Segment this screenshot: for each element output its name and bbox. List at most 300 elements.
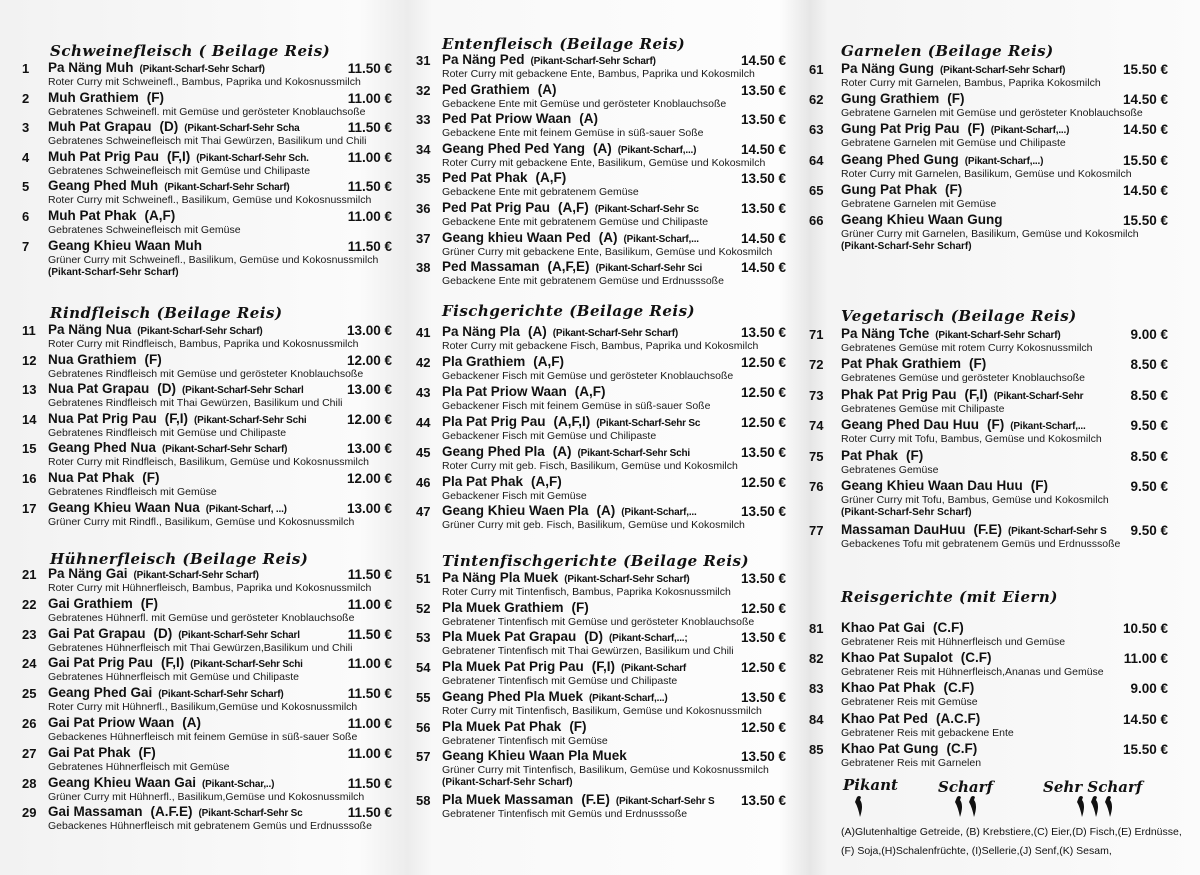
item-allergen-codes: (A,F,I) xyxy=(553,413,591,429)
item-spice-level: (Pikant-Scharf-Sehr Scharf) xyxy=(139,64,265,75)
item-allergen-codes: (A) xyxy=(579,111,599,127)
item-price: 13.00 € xyxy=(346,323,392,338)
item-name xyxy=(48,775,274,790)
item-title: Geang Phed Muh xyxy=(48,178,159,194)
item-number: 32 xyxy=(416,82,431,98)
menu-item xyxy=(805,387,1200,417)
item-allergen-codes: (A) xyxy=(596,503,616,519)
menu-item xyxy=(805,448,1200,478)
menu-item xyxy=(0,119,410,149)
item-number: 72 xyxy=(809,357,824,373)
chili-icon-pikant xyxy=(849,795,869,819)
item-spice-level: (Pikant-Scharf-Sehr Scharf) xyxy=(164,182,290,194)
item-number: 84 xyxy=(809,711,824,727)
item-name xyxy=(442,719,587,734)
item-price: 8.50 € xyxy=(1130,357,1168,373)
item-name xyxy=(48,626,300,641)
menu-panel-left xyxy=(0,0,410,875)
item-title: Pla Muek Pat Grapau xyxy=(442,629,577,645)
item-allergen-codes: (D) xyxy=(157,381,177,397)
menu-panel-middle xyxy=(412,0,802,875)
item-title: Gai Pat Priow Waan xyxy=(48,715,175,730)
item-description: Gebratenes Rindfleisch mit Thai Gewürzen, Basilikum und Chili xyxy=(48,397,343,410)
item-name xyxy=(841,91,965,106)
item-description: Gebratenes Hühnerfl. mit Gemüse und gerösteter Knoblauchsoße xyxy=(48,611,355,624)
item-spice-level: (Pikant-Scharf xyxy=(621,663,687,675)
item-price: 15.50 € xyxy=(1122,213,1168,228)
item-allergen-codes: (F) xyxy=(571,599,589,615)
item-title: Geang Khieu Waen Pla xyxy=(442,503,589,519)
menu-item xyxy=(412,719,802,749)
item-name xyxy=(841,680,974,695)
item-name xyxy=(442,600,589,615)
item-allergen-codes: (F) xyxy=(138,744,156,760)
item-allergen-codes: (A.C.F) xyxy=(936,710,981,726)
item-number: 24 xyxy=(22,656,37,672)
item-name xyxy=(48,352,162,367)
item-price: 12.50 € xyxy=(740,719,786,735)
item-description: Grüner Curry mit Hühnerfl., Basilikum,Gemüse und Kokosnussmilch xyxy=(48,790,365,803)
item-description: Roter Curry mit gebackene Ente, Bambus, Paprika und Kokosmilch xyxy=(442,68,755,80)
item-price: 14.50 € xyxy=(1122,182,1168,198)
item-allergen-codes: (F) xyxy=(947,91,965,107)
item-name xyxy=(442,200,699,215)
menu-item xyxy=(412,629,802,659)
item-title: Ped Pat Priow Waan xyxy=(442,111,572,127)
item-number: 4 xyxy=(22,149,30,165)
item-description: Roter Curry mit Rindfleisch, Basilikum, Gemüse und Kokosnussmilch xyxy=(48,456,369,469)
item-number: 1 xyxy=(22,61,30,76)
item-name xyxy=(442,52,656,67)
menu-item xyxy=(0,775,410,805)
menu-item xyxy=(805,152,1200,182)
item-price: 11.00 € xyxy=(347,716,392,731)
item-allergen-codes: (A) xyxy=(182,715,202,730)
menu-item xyxy=(412,659,802,689)
item-description: Roter Curry mit gebackene Ente, Basilikum, Gemüse und Kokosmilch xyxy=(442,156,766,169)
menu-item xyxy=(805,326,1200,356)
item-name xyxy=(442,141,696,156)
item-price: 12.00 € xyxy=(346,471,392,486)
item-number: 15 xyxy=(22,441,37,457)
item-allergen-codes: (C.F) xyxy=(943,680,975,696)
menu-item xyxy=(412,748,802,789)
item-name xyxy=(442,474,562,489)
item-number: 45 xyxy=(416,444,431,460)
item-number: 6 xyxy=(22,209,30,224)
item-name xyxy=(442,748,627,763)
item-name xyxy=(841,650,992,665)
item-name xyxy=(48,238,202,253)
menu-item xyxy=(412,141,802,171)
item-number: 63 xyxy=(809,122,824,138)
item-title: Geang Phed Ped Yang xyxy=(442,140,586,156)
menu-item xyxy=(0,440,410,470)
item-price: 9.00 € xyxy=(1130,327,1168,342)
item-title: Pa Näng Pla xyxy=(442,324,521,339)
item-price: 13.50 € xyxy=(740,792,786,808)
item-title: Pla Muek Pat Prig Pau xyxy=(442,659,584,675)
item-description: Roter Curry mit Tintenfisch, Bambus, Paprika Kokosnussmilch xyxy=(442,586,731,598)
menu-item xyxy=(0,626,410,656)
item-name xyxy=(48,90,164,105)
menu-item xyxy=(0,804,410,834)
menu-item xyxy=(412,82,802,112)
item-description: Grüner Curry mit Garnelen, Basilikum, Gemüse und Kokosmilch xyxy=(841,228,1139,240)
menu-item xyxy=(412,792,802,822)
item-name xyxy=(48,208,175,223)
item-description: Gebackene Ente mit gebratenem Gemüse und Chilipaste xyxy=(442,216,709,228)
item-title: Ped Massaman xyxy=(442,259,540,275)
item-name xyxy=(48,470,160,485)
item-title: Geang Phed Pla Muek xyxy=(442,688,584,704)
item-price: 11.50 € xyxy=(347,626,392,642)
item-description: Gebratener Reis mit Garnelen xyxy=(841,756,982,769)
item-name xyxy=(442,170,566,185)
item-number: 21 xyxy=(22,567,37,582)
item-name xyxy=(841,387,1083,402)
item-name xyxy=(48,60,265,75)
item-price: 12.00 € xyxy=(346,352,392,368)
item-number: 11 xyxy=(22,323,36,338)
item-description: Gebratener Tintenfisch mit Gemüs und Erdnusssoße xyxy=(442,807,688,820)
item-price: 11.00 € xyxy=(347,209,392,224)
item-spice-level: (Pikant-Scharf,... xyxy=(621,507,697,519)
item-description: Gebratenes Schweinefl. mit Gemüse und gerösteter Knoblauchsoße xyxy=(48,105,366,118)
item-price: 11.00 € xyxy=(347,596,392,612)
item-number: 36 xyxy=(416,201,431,216)
item-allergen-codes: (A) xyxy=(528,324,547,339)
item-price: 13.50 € xyxy=(740,749,786,765)
item-name xyxy=(841,121,1069,136)
item-title: Nua Pat Grapau xyxy=(48,381,150,397)
item-spice-level: (Pikant-Scharf-Sehr Scharf) xyxy=(162,444,288,456)
item-number: 85 xyxy=(809,741,824,757)
item-spice-level: (Pikant-Scharf,...) xyxy=(617,144,697,156)
item-allergen-codes: (A,F) xyxy=(574,383,606,399)
item-price: 11.50 € xyxy=(347,120,392,136)
item-title: Geang Khieu Waan Gai xyxy=(48,774,197,790)
item-description: Gebratener Reis mit Hühnerfleisch,Ananas und Gemüse xyxy=(841,666,1104,679)
item-title: Gai Pat Prig Pau xyxy=(48,655,154,671)
menu-item xyxy=(805,417,1200,447)
item-number: 83 xyxy=(809,681,824,697)
menu-panel-right xyxy=(805,0,1200,875)
menu-item xyxy=(412,324,802,354)
item-description: Roter Curry mit Schweinefl., Bambus, Paprika und Kokosnussmilch xyxy=(48,76,361,88)
item-price: 8.50 € xyxy=(1130,387,1168,403)
item-price: 9.50 € xyxy=(1130,523,1168,539)
item-number: 3 xyxy=(22,120,30,136)
section-title: Entenfleisch (Beilage Reis) xyxy=(442,35,686,53)
item-name xyxy=(442,384,606,399)
item-description: Roter Curry mit Hühnerfleisch, Bambus, Paprika und Kokosnussmilch xyxy=(48,582,372,594)
item-name xyxy=(442,503,697,518)
item-description: Gebratener Tintenfisch mit Gemüse xyxy=(442,734,608,747)
item-spice-level: (Pikant-Scharf-Sehr Scharf) xyxy=(133,570,259,581)
item-description: Gebratenes Rindfleisch mit Gemüse xyxy=(48,486,217,498)
item-description: Gebratener Reis mit Hühnerfleisch und Gemüse xyxy=(841,636,1066,648)
item-price: 13.00 € xyxy=(346,500,392,516)
item-description: Gebackener Fisch mit Gemüse und gerösteter Knoblauchsoße xyxy=(442,369,734,382)
item-price: 13.50 € xyxy=(740,201,786,216)
menu-item xyxy=(805,121,1200,151)
legend-scharf: Scharf xyxy=(938,778,993,796)
item-title: Ped Pat Prig Pau xyxy=(442,200,551,215)
item-spice-level: (Pikant-Scharf,...) xyxy=(589,692,668,704)
item-title: Gai Pat Grapau xyxy=(48,625,146,641)
item-name xyxy=(442,82,557,97)
item-spice-level: (Pikant-Schar,..) xyxy=(202,778,275,790)
item-allergen-codes: (F) xyxy=(967,121,985,137)
menu-item xyxy=(0,208,410,238)
item-spice-level: (Pikant-Scharf-Sehr Scharf) xyxy=(530,56,656,67)
item-description: Gebratenes Schweinefleisch mit Gemüse xyxy=(48,224,241,236)
item-description: Gebratenes Hühnerfleisch mit Thai Gewürzen,Basilikum und Chili xyxy=(48,641,353,654)
item-spice-level: (Pikant-Scharf-Sehr Scha xyxy=(184,123,300,135)
item-price: 11.00 € xyxy=(1123,651,1168,667)
menu-item xyxy=(0,90,410,120)
item-number: 14 xyxy=(22,411,37,427)
item-description: Gebratene Garnelen mit Gemüse xyxy=(841,197,997,210)
item-title: Khao Pat Supalot xyxy=(841,650,953,666)
item-allergen-codes: (F) xyxy=(945,181,963,197)
item-number: 53 xyxy=(416,630,431,646)
item-price: 14.50 € xyxy=(1122,711,1168,727)
item-allergen-codes: (D) xyxy=(159,119,179,135)
item-number: 25 xyxy=(22,686,37,702)
item-number: 76 xyxy=(809,479,824,494)
menu-item xyxy=(0,149,410,179)
item-price: 15.50 € xyxy=(1122,152,1168,168)
item-allergen-codes: (F) xyxy=(140,595,159,611)
item-spice-level: (Pikant-Scharf-Sehr Scharf) xyxy=(158,689,284,701)
item-price: 11.50 € xyxy=(347,775,392,791)
item-price: 13.50 € xyxy=(740,504,786,520)
item-spice-level: (Pikant-Scharf,...; xyxy=(609,633,688,645)
item-title: Pa Näng Gung xyxy=(841,61,935,76)
item-price: 13.50 € xyxy=(740,689,786,705)
menu-item xyxy=(0,411,410,441)
item-description: Roter Curry mit geb. Fisch, Basilikum, Gemüse und Kokosmilch xyxy=(442,459,738,472)
item-price: 12.50 € xyxy=(740,600,786,616)
item-price: 11.50 € xyxy=(347,567,392,582)
menu-item xyxy=(412,111,802,141)
item-name xyxy=(48,411,306,426)
item-spice-level: (Pikant-Scharf,...) xyxy=(964,155,1044,167)
item-allergen-codes: (F) xyxy=(569,718,587,734)
menu-item xyxy=(0,352,410,382)
allergen-list-line-2: (F) Soja,(H)Schalenfrüchte, (I)Sellerie,(J) Senf,(K) Sesam, xyxy=(841,845,1112,857)
item-number: 61 xyxy=(809,62,824,77)
item-number: 31 xyxy=(416,53,431,68)
item-title: Geang Khieu Waan Pla Muek xyxy=(442,748,627,764)
item-allergen-codes: (D) xyxy=(153,625,173,641)
item-allergen-codes: (F,I) xyxy=(964,386,988,402)
item-number: 28 xyxy=(22,775,37,791)
item-description: Gebackene Ente mit gebratenem Gemüse und Erdnusssoße xyxy=(442,275,724,288)
item-name xyxy=(841,152,1043,167)
item-number: 37 xyxy=(416,230,431,246)
item-number: 29 xyxy=(22,805,37,821)
menu-item xyxy=(805,711,1200,741)
item-allergen-codes: (F) xyxy=(987,417,1005,433)
item-number: 66 xyxy=(809,213,824,228)
item-price: 9.50 € xyxy=(1130,418,1168,434)
item-description: Gebratenes Gemüse mit Chilipaste xyxy=(841,402,1005,415)
item-description: Gebratenes Schweinefleisch mit Thai Gewürzen, Basilikum und Chili xyxy=(48,135,367,148)
item-price: 11.00 € xyxy=(347,90,392,106)
item-spice-level: (Pikant-Scharf-Sehr Scharf) xyxy=(552,328,678,339)
item-name xyxy=(442,259,702,274)
item-price: 13.50 € xyxy=(740,571,786,586)
item-price: 12.50 € xyxy=(740,354,786,370)
item-description: Gebackene Ente mit feinem Gemüse in süß-sauer Soße xyxy=(442,127,704,140)
item-description: Roter Curry mit Tintenfisch, Basilikum, Gemüse und Kokosnussmilch xyxy=(442,704,762,717)
item-allergen-codes: (C.F) xyxy=(960,650,992,666)
item-name xyxy=(841,711,980,726)
item-title: Gai Grathiem xyxy=(48,595,133,611)
item-number: 74 xyxy=(809,418,824,434)
item-title: Nua Pat Prig Pau xyxy=(48,410,157,426)
item-title: Khao Pat Gai xyxy=(841,620,926,635)
item-title: Muh Pat Grapau xyxy=(48,119,152,135)
item-spice-level: (Pikant-Scharf-Sehr Sc xyxy=(198,808,303,820)
item-number: 12 xyxy=(22,352,37,368)
item-title: Geang Khieu Waan Muh xyxy=(48,237,203,253)
item-name xyxy=(841,61,1065,76)
item-number: 17 xyxy=(22,500,37,516)
item-price: 9.00 € xyxy=(1130,681,1168,697)
item-number: 77 xyxy=(809,523,824,539)
menu-item xyxy=(805,91,1200,121)
item-title: Pa Näng Pla Muek xyxy=(442,570,559,585)
item-name xyxy=(442,570,689,585)
item-description: Gebackener Fisch mit Gemüse und Chilipaste xyxy=(442,429,657,442)
menu-item xyxy=(0,381,410,411)
item-allergen-codes: (F,I) xyxy=(591,659,616,675)
item-title: Geang Phed Pla xyxy=(442,443,545,459)
item-description: Roter Curry mit Garnelen, Basilikum, Gemüse und Kokosmilch xyxy=(841,167,1132,180)
item-name xyxy=(48,149,309,164)
item-name xyxy=(442,230,699,245)
item-price: 11.50 € xyxy=(347,179,392,195)
item-name xyxy=(841,478,1048,493)
item-price: 11.00 € xyxy=(347,745,392,761)
section-title: Vegetarisch (Beilage Reis) xyxy=(841,307,1077,325)
item-description: Gebackener Fisch mit Gemüse xyxy=(442,489,587,502)
item-description: Gebratenes Hühnerfleisch mit Gemüse und Chilipaste xyxy=(48,671,299,684)
item-allergen-codes: (A) xyxy=(537,81,557,97)
item-description: Gebratener Tintenfisch mit Gemüse und gerösteter Knoblauchsoße xyxy=(442,615,755,628)
section-title: Hühnerfleisch (Beilage Reis) xyxy=(50,550,309,568)
item-description: Gebratener Tintenfisch mit Gemüse und Chilipaste xyxy=(442,675,678,688)
item-title: Geang Khieu Waan Dau Huu xyxy=(841,478,1023,493)
item-title: Khao Pat Ped xyxy=(841,710,929,726)
item-name xyxy=(442,414,700,429)
item-title: Gung Pat Prig Pau xyxy=(841,121,960,137)
menu-item xyxy=(805,212,1200,252)
item-price: 15.50 € xyxy=(1122,62,1168,77)
item-number: 13 xyxy=(22,382,37,398)
menu-item xyxy=(805,356,1200,386)
item-name xyxy=(841,356,986,371)
item-number: 46 xyxy=(416,474,431,490)
menu-item xyxy=(412,170,802,200)
item-number: 82 xyxy=(809,651,824,667)
item-title: Pla Muek Massaman xyxy=(442,791,574,807)
item-title: Pla Grathiem xyxy=(442,353,526,369)
item-price: 14.50 € xyxy=(740,53,786,68)
item-title: Muh Grathiem xyxy=(48,89,139,105)
menu-item xyxy=(805,650,1200,680)
item-price: 13.50 € xyxy=(740,171,786,187)
menu-item xyxy=(412,570,802,600)
item-number: 27 xyxy=(22,745,37,761)
item-name xyxy=(48,322,262,337)
item-description: Gebratene Garnelen mit Gemüse und gerösteter Knoblauchsoße xyxy=(841,107,1143,120)
item-allergen-codes: (F.E) xyxy=(581,791,610,807)
legend-pikant: Pikant xyxy=(843,776,898,794)
item-allergen-codes: (A,F) xyxy=(531,473,562,489)
item-title: Pa Näng Muh xyxy=(48,60,134,75)
menu-item xyxy=(0,500,410,530)
item-price: 11.00 € xyxy=(347,656,392,672)
menu-item xyxy=(805,620,1200,650)
item-name xyxy=(841,741,977,756)
menu-item xyxy=(412,200,802,230)
item-title: Pla Pat Prig Pau xyxy=(442,413,546,429)
item-description: Roter Curry mit Schweinefl., Basilikum, Gemüse und Kokosnussmilch xyxy=(48,194,372,207)
allergen-list-line-1: (A)Glutenhaltige Getreide, (B) Krebstiere,(C) Eier,(D) Fisch,(E) Erdnüsse, xyxy=(841,826,1182,838)
item-description: Roter Curry mit Hühnerfl., Basilikum,Gemüse und Kokosnussmilch xyxy=(48,701,358,714)
item-price: 10.50 € xyxy=(1122,621,1168,636)
menu-item xyxy=(412,354,802,384)
item-allergen-codes: (A) xyxy=(593,140,612,156)
item-price: 11.50 € xyxy=(347,686,392,702)
item-spice-level: (Pikant-Scharf, ...) xyxy=(205,503,287,515)
item-name xyxy=(48,804,303,819)
menu-item xyxy=(805,182,1200,212)
item-price: 11.50 € xyxy=(347,805,392,821)
item-title: Khao Pat Gung xyxy=(841,740,939,756)
item-title: Pla Muek Grathiem xyxy=(442,599,564,615)
item-title: Khao Pat Phak xyxy=(841,680,936,696)
item-allergen-codes: (F) xyxy=(146,89,165,105)
item-title: Ped Grathiem xyxy=(442,81,530,97)
item-title: Nua Grathiem xyxy=(48,351,137,367)
item-allergen-codes: (A,F) xyxy=(533,353,565,369)
item-allergen-codes: (A) xyxy=(598,229,618,245)
item-spice-level: (Pikant-Scharf,...) xyxy=(990,125,1070,137)
item-number: 47 xyxy=(416,504,431,520)
item-price: 11.50 € xyxy=(347,61,392,76)
item-title: Pa Näng Gai xyxy=(48,566,128,581)
item-spice-level: (Pikant-Scharf,... xyxy=(623,233,699,245)
item-title: Gai Pat Phak xyxy=(48,744,131,760)
item-spice-level: (Pikant-Scharf-Sehr Scharf) xyxy=(940,65,1066,76)
item-spice-level: (Pikant-Scharf-Sehr Schi xyxy=(194,414,307,426)
item-name xyxy=(48,500,287,515)
item-name xyxy=(48,119,300,134)
section-title: Fischgerichte (Beilage Reis) xyxy=(442,302,696,320)
item-name xyxy=(48,655,303,670)
menu-item xyxy=(0,685,410,715)
item-allergen-codes: (F) xyxy=(969,356,987,372)
menu-item xyxy=(0,715,410,745)
item-price: 12.00 € xyxy=(346,411,392,427)
item-allergen-codes: (C.F) xyxy=(946,740,978,756)
